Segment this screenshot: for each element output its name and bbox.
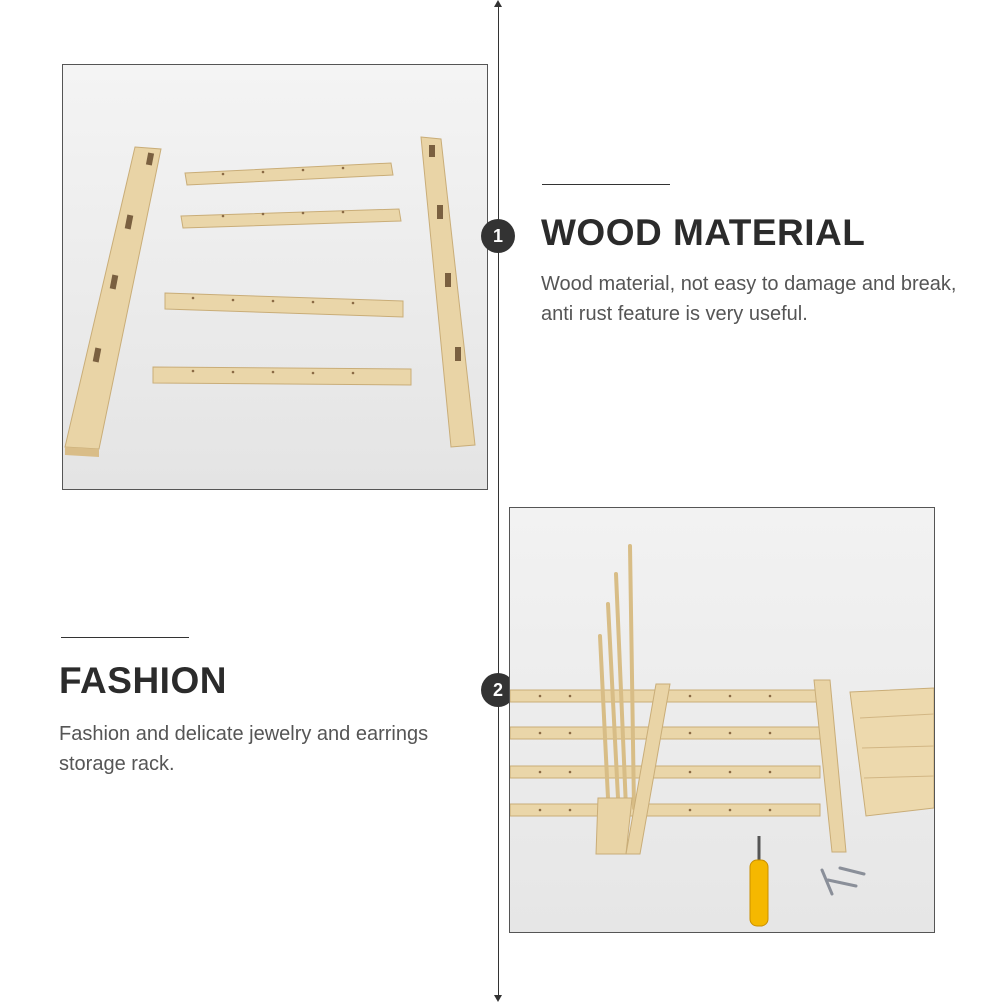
- feature-2-title: FASHION: [59, 660, 227, 701]
- divider-arrow-down-icon: [494, 995, 502, 1002]
- feature-1-title: WOOD MATERIAL: [541, 212, 866, 253]
- feature-2-description: Fashion and delicate jewelry and earrings storage rack.: [59, 723, 429, 775]
- center-divider-line: [498, 6, 499, 996]
- feature-1-description: Wood material, not easy to damage and break, anti rust feature is very useful.: [541, 273, 957, 325]
- feature-1-rule: [542, 184, 670, 185]
- feature-2-number-badge: 2: [481, 673, 515, 707]
- feature-2-rule: [61, 637, 189, 638]
- divider-arrow-up-icon: [494, 0, 502, 7]
- wood-parts-photo: [62, 64, 488, 490]
- assembled-rack-photo: [509, 507, 935, 933]
- feature-1-number-badge: 1: [481, 219, 515, 253]
